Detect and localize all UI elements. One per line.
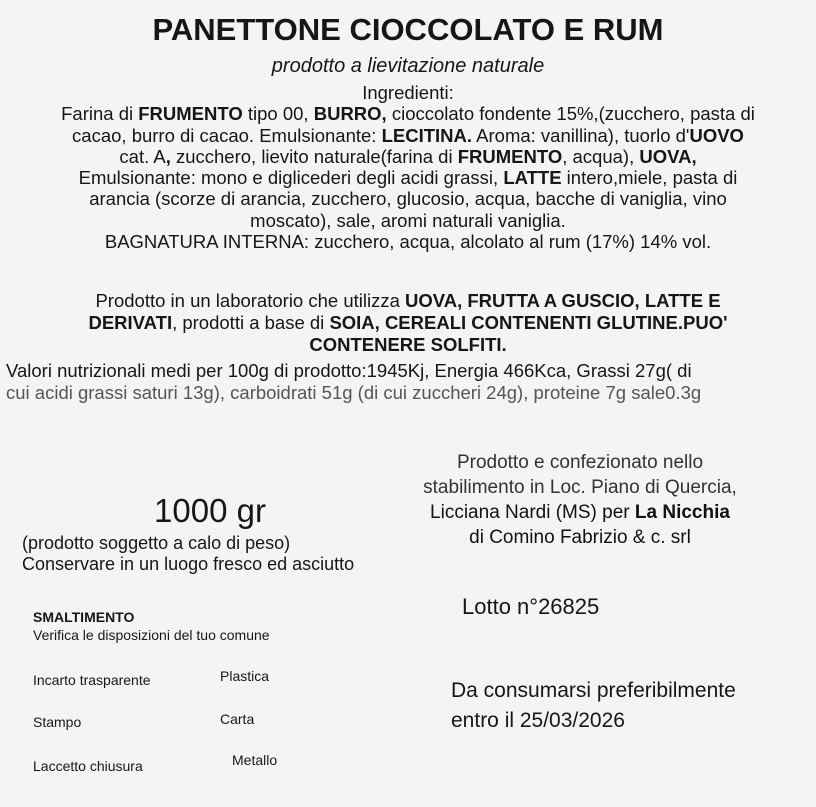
text-segment: intero,miele, pasta di [561, 167, 738, 189]
ingredients-text [0, 103, 816, 252]
text-segment: cioccolato fondente 15%,(zucchero, pasta di [386, 103, 755, 125]
disposal-material: Plastica [220, 668, 270, 684]
allergen-emphasis: , [165, 145, 171, 167]
lot-number: Lotto n°26825 [462, 594, 600, 619]
nutrition-line: cui acidi grassi saturi 13g), carboidrati 51g (di cui zuccheri 24g), proteine 7g sale0.3g [6, 382, 702, 403]
text-line [0, 290, 816, 312]
best-before [451, 676, 736, 736]
disposal-material: Carta [220, 711, 255, 727]
producer-line: Licciana Nardi (MS) per [430, 502, 635, 523]
allergen-emphasis: UOVO [689, 124, 744, 146]
producer-info [370, 450, 790, 550]
text-segment: Farina di [61, 103, 139, 125]
disposal-part: Laccetto chiusura [33, 758, 143, 774]
ingredients-heading: Ingredienti: [362, 82, 454, 103]
allergen-emphasis: CONTENERE SOLFITI. [309, 334, 507, 355]
text-line [0, 210, 816, 231]
text-segment: arancia (scorze di arancia, zucchero, glucosio, acqua, bacche di vaniglia, vino [89, 188, 727, 210]
disposal-note: Verifica le disposizioni del tuo comune [33, 627, 270, 643]
ingredients-block [0, 82, 816, 252]
disposal-heading: SMALTIMENTO [33, 609, 135, 625]
allergen-emphasis: FRUMENTO [138, 103, 243, 125]
text-line [0, 103, 816, 124]
disposal-part: Stampo [33, 714, 82, 730]
storage-note: Conservare in un luogo fresco ed asciutto [22, 554, 355, 574]
disposal-material: Metallo [232, 752, 278, 768]
allergen-emphasis: LECITINA. [381, 124, 473, 146]
best-before-line: entro il 25/03/2026 [451, 709, 625, 732]
weight-note: (prodotto soggetto a calo di peso) [22, 533, 291, 553]
text-segment: BAGNATURA INTERNA: zucchero, acqua, alcolato al rum (17%) 14% vol. [104, 231, 712, 253]
net-weight: 1000 gr [154, 492, 266, 529]
producer-line: stabilimento in Loc. Piano di Quercia, [423, 477, 737, 498]
disposal-section [33, 608, 270, 644]
nutrition-values [6, 360, 806, 404]
nutrition-line: Valori nutrizionali medi per 100g di prodotto:1945Kj, Energia 466Kca, Grassi 27g( di [6, 360, 692, 381]
best-before-line: Da consumarsi preferibilmente [451, 679, 736, 702]
text-line [0, 231, 816, 252]
text-line [0, 125, 816, 146]
allergen-notice [0, 290, 816, 356]
product-subtitle: prodotto a lievitazione naturale [271, 55, 545, 77]
producer-line: Prodotto e confezionato nello [456, 452, 704, 473]
text-segment: , prodotti a base di [172, 312, 330, 333]
text-line [0, 167, 816, 188]
text-segment: Emulsionante: mono e diglicederi degli acidi grassi, [78, 167, 504, 189]
allergen-emphasis: UOVA, FRUTTA A GUSCIO, LATTE E [405, 290, 721, 311]
producer-line: di Comino Fabrizio & c. srl [469, 527, 691, 548]
text-segment: zucchero, lievito naturale(farina di [170, 145, 458, 167]
text-segment: , acqua), [562, 145, 640, 167]
text-line [0, 146, 816, 167]
text-line [0, 334, 816, 356]
allergen-emphasis: LATTE [503, 167, 562, 189]
allergen-emphasis: SOIA, CEREALI CONTENENTI GLUTINE.PUO' [329, 312, 728, 333]
text-line [0, 188, 816, 209]
weight-storage-notes [22, 533, 354, 575]
allergen-emphasis: DERIVATI [88, 312, 173, 333]
producer-name: La Nicchia [634, 502, 730, 523]
allergen-emphasis: BURRO, [313, 103, 387, 125]
allergen-emphasis: UOVA, [639, 145, 697, 167]
text-segment: moscato), sale, aromi naturali vaniglia. [250, 209, 566, 231]
text-segment: cacao, burro di cacao. Emulsionante: [72, 124, 382, 146]
product-title: PANETTONE CIOCCOLATO E RUM [152, 12, 664, 47]
text-segment: cat. A [119, 145, 166, 167]
text-segment: tipo 00, [242, 103, 314, 125]
text-segment: Prodotto in un laboratorio che utilizza [95, 290, 406, 311]
disposal-part: Incarto trasparente [33, 672, 151, 688]
allergen-emphasis: FRUMENTO [457, 145, 563, 167]
text-segment: Aroma: vanillina), tuorlo d' [472, 124, 690, 146]
text-line [0, 312, 816, 334]
